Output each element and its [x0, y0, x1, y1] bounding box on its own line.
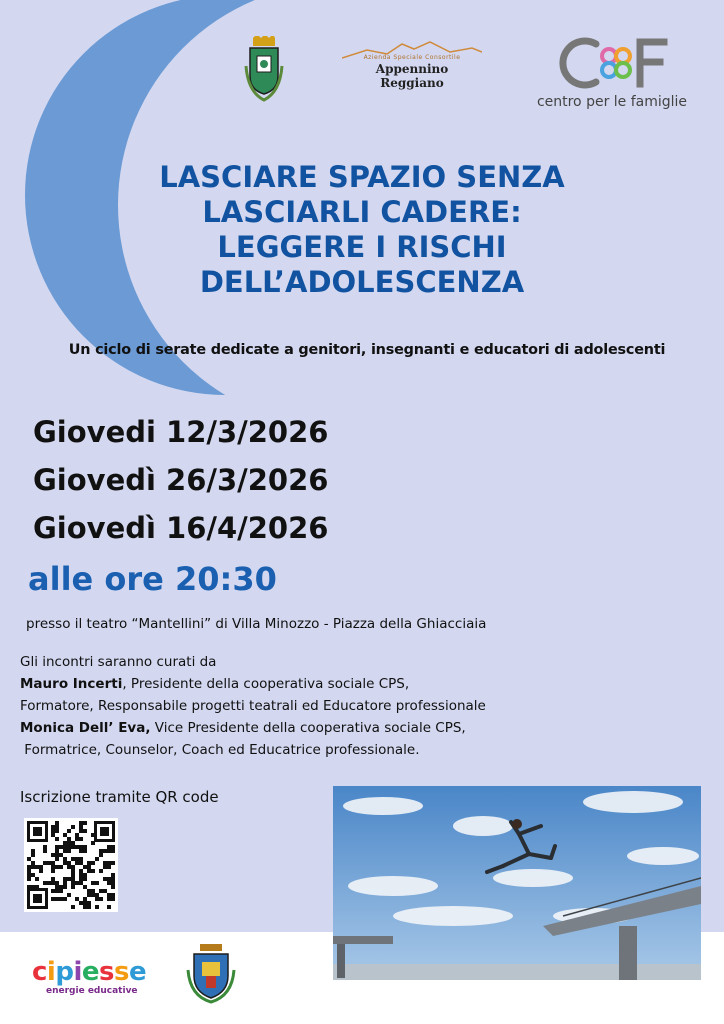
centro-famiglie-logo — [532, 34, 692, 114]
cpf-subtitle: centro per le famiglie — [536, 94, 688, 110]
cipiesse-letter: e — [129, 957, 147, 987]
cipiesse-letter: i — [73, 957, 82, 987]
speaker-1 — [20, 673, 486, 695]
cpf-mark — [552, 34, 672, 92]
municipality-crest-logo — [244, 36, 284, 102]
speaker-1-role: , Presidente della cooperativa sociale CPS, — [122, 676, 410, 692]
event-date: Giovedì 16/4/2026 — [33, 511, 329, 545]
event-time: alle ore 20:30 — [28, 560, 277, 598]
qr-code-graphic — [24, 818, 118, 912]
speaker-2-details: Formatrice, Counselor, Coach ed Educatrice professionale. — [20, 742, 420, 758]
title-line: DELL’ADOLESCENZA — [199, 265, 525, 299]
appennino-small-text: Azienda Speciale Consortile — [363, 54, 461, 61]
cipiesse-logo — [32, 958, 152, 998]
parkour-photo — [333, 786, 701, 980]
event-venue: presso il teatro “Mantellini” di Villa Minozzo - Piazza della Ghiacciaia — [26, 616, 487, 632]
event-title — [60, 160, 664, 300]
title-line: LASCIARE SPAZIO SENZA — [159, 160, 565, 194]
cipiesse-letter: e — [81, 957, 100, 987]
speakers-block — [20, 651, 486, 761]
municipality-crest-footer-logo — [184, 942, 238, 1004]
cipiesse-letter: s — [99, 957, 115, 987]
cipiesse-letter: p — [55, 957, 74, 987]
speaker-1-name: Mauro Incerti — [20, 676, 123, 692]
cipiesse-letter: i — [46, 957, 56, 987]
cipiesse-name — [32, 958, 152, 986]
photo-scene — [333, 786, 701, 980]
speaker-2-role: Vice Presidente della cooperativa sociale CPS, — [150, 720, 466, 736]
event-dates — [33, 408, 328, 552]
appennino-reggiano-logo — [342, 40, 482, 90]
speakers-intro: Gli incontri saranno curati da — [20, 654, 217, 670]
title-line: LASCIARLI CADERE: — [202, 195, 522, 229]
speaker-2-name: Monica Dell’ Eva, — [20, 720, 151, 736]
title-line: LEGGERE I RISCHI — [217, 230, 507, 264]
event-subtitle: Un ciclo di serate dedicate a genitori, insegnanti e educatori di adolescenti — [68, 342, 666, 358]
qr-code[interactable] — [24, 818, 118, 912]
cipiesse-letter: s — [114, 957, 129, 987]
speaker-2 — [20, 717, 486, 739]
event-date: Giovedì 26/3/2026 — [33, 463, 329, 497]
registration-label: Iscrizione tramite QR code — [20, 788, 219, 806]
cipiesse-letter: c — [32, 957, 47, 987]
event-date: Giovedi 12/3/2026 — [33, 415, 329, 449]
cipiesse-tagline: energie educative — [46, 986, 138, 996]
speaker-1-details: Formatore, Responsabile progetti teatrali ed Educatore professionale — [20, 698, 486, 714]
appennino-name: Appennino Reggiano — [375, 62, 449, 90]
